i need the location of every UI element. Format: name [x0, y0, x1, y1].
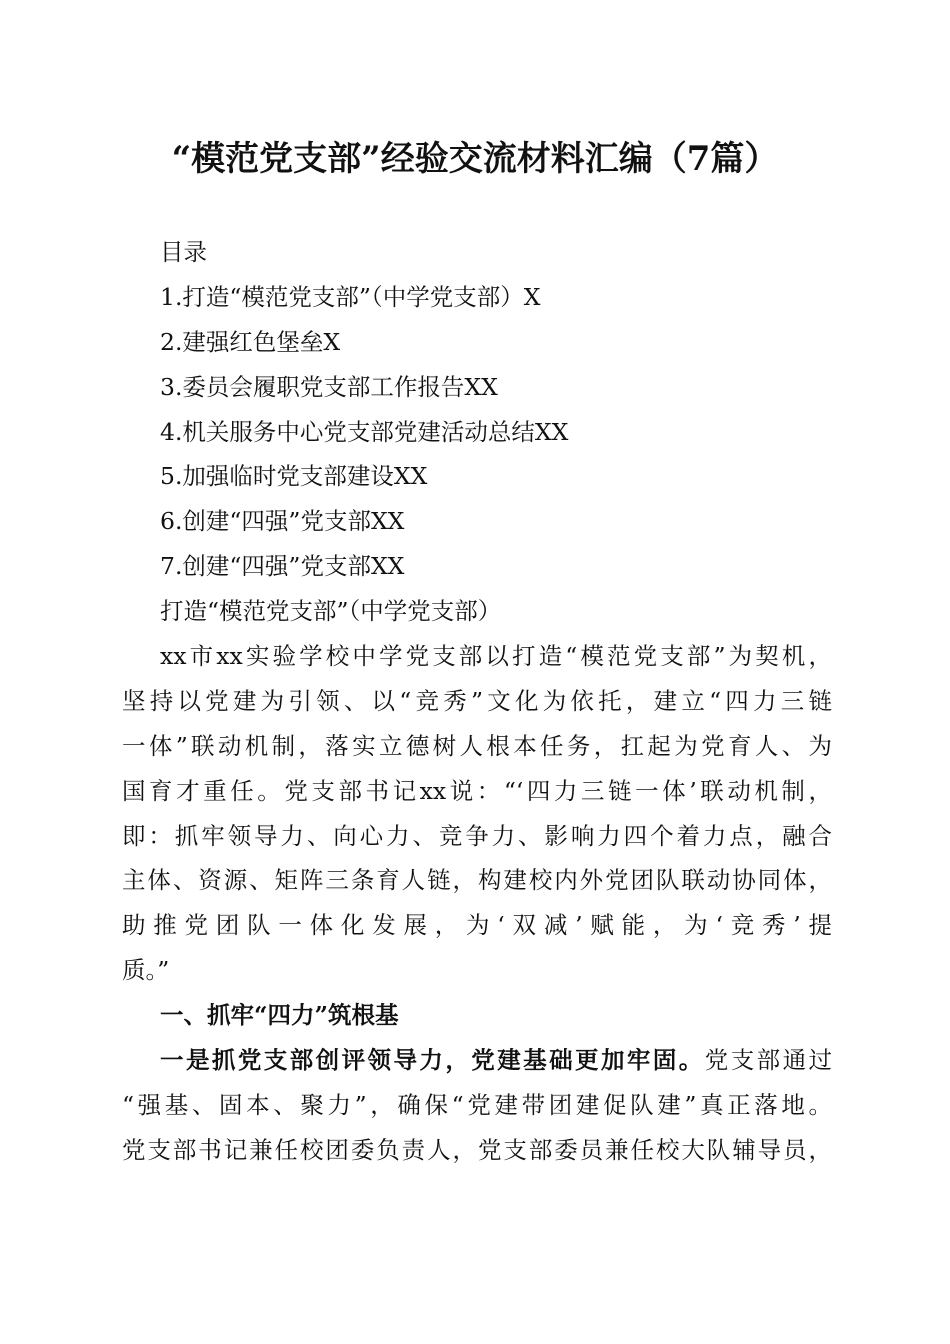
- toc-item: 3.委员会履职党支部工作报告XX: [160, 372, 498, 401]
- paragraph-line: 助推党团队一体化发展，为‘双减’赋能，为‘竞秀’提: [122, 911, 832, 940]
- paragraph-line: 质。”: [122, 956, 170, 985]
- toc-label: 目录: [160, 238, 207, 266]
- paragraph-lead: 一是抓党支部创评领导力，党建基础更加牢固。: [160, 1046, 705, 1075]
- toc-item: 7.创建“四强”党支部XX: [160, 552, 405, 581]
- document-title: “模范党支部”经验交流材料汇编（7篇）: [171, 139, 779, 179]
- paragraph-intro: [122, 634, 832, 993]
- paragraph-line: 国育才重任。党支部书记xx说：“‘四力三链一体’联动机制，: [122, 776, 832, 805]
- paragraph-line: 主体、资源、矩阵三条育人链，构建校内外党团队联动协同体，: [122, 866, 832, 895]
- toc-item: 6.创建“四强”党支部XX: [160, 507, 405, 536]
- toc-item: 1.打造“模范党支部”（中学党支部）X: [160, 282, 541, 311]
- article-title: 打造“模范党支部”（中学党支部）: [160, 597, 502, 626]
- paragraph-section1: [122, 1038, 832, 1173]
- paragraph-line: 党支部书记兼任校团委负责人，党支部委员兼任校大队辅导员，: [122, 1135, 832, 1164]
- document-body: [122, 230, 832, 1173]
- paragraph-line: 即：抓牢领导力、向心力、竞争力、影响力四个着力点，融合: [122, 821, 832, 850]
- toc-item: 5.加强临时党支部建设XX: [160, 462, 428, 491]
- toc-item: 2.建强红色堡垒X: [160, 327, 341, 356]
- section-heading: 一、抓牢“四力”筑根基: [160, 1001, 399, 1030]
- paragraph-text: 党支部通过: [704, 1046, 833, 1075]
- paragraph-line: “强基、固本、聚力”，确保“党建带团建促队建”真正落地。: [122, 1090, 832, 1119]
- paragraph-line: 一体”联动机制，落实立德树人根本任务，扛起为党育人、为: [122, 731, 832, 760]
- paragraph-line: 坚持以党建为引领、以“竞秀”文化为依托，建立“四力三链: [122, 686, 832, 715]
- paragraph-line: [122, 1038, 832, 1083]
- toc-item: 4.机关服务中心党支部党建活动总结XX: [160, 417, 569, 446]
- paragraph-line: xx市xx实验学校中学党支部以打造“模范党支部”为契机，: [160, 642, 832, 671]
